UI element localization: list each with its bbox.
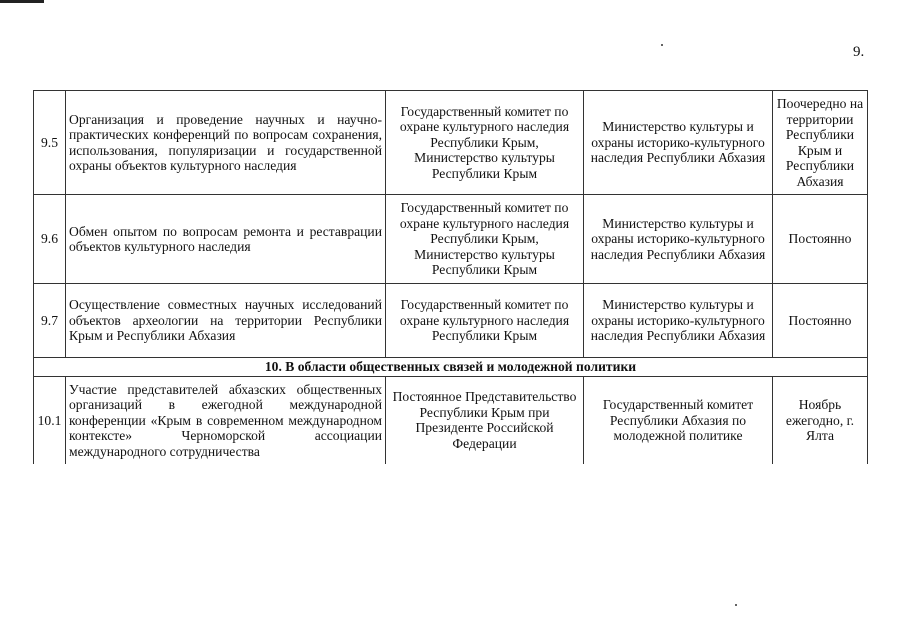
term: Постоянно (773, 195, 868, 284)
executor-crimea: Постоянное Представительство Республики Крым при Президенте Российской Федерации (386, 376, 584, 464)
executor-crimea: Государственный комитет по охране культурного наследия Республики Крым (386, 284, 584, 358)
measures-table (33, 90, 868, 464)
measure-description: Организация и проведение научных и научно-практических конференций по вопросам сохранения, использования, популяризации и государственной охраны объектов культурного наследия (66, 91, 386, 195)
scan-speck (661, 44, 663, 46)
section-title: 10. В области общественных связей и молодежной политики (34, 358, 868, 377)
executor-abkhazia: Государственный комитет Республики Абхазия по молодежной политике (584, 376, 773, 464)
table-row (34, 284, 868, 358)
scan-edge-mark (0, 0, 44, 3)
scan-speck (735, 604, 737, 606)
term: Постоянно (773, 284, 868, 358)
row-number: 9.7 (34, 284, 66, 358)
section-row (34, 358, 868, 377)
executor-abkhazia: Министерство культуры и охраны историко-культурного наследия Республики Абхазия (584, 91, 773, 195)
executor-abkhazia: Министерство культуры и охраны историко-культурного наследия Республики Абхазия (584, 284, 773, 358)
page-number: 9. (853, 44, 865, 60)
term: Поочередно на территории Республики Крым и Республики Абхазия (773, 91, 868, 195)
executor-crimea: Государственный комитет по охране культурного наследия Республики Крым, Министерство культуры Республики Крым (386, 195, 584, 284)
table-row (34, 91, 868, 195)
term: Ноябрь ежегодно, г. Ялта (773, 376, 868, 464)
table-row (34, 195, 868, 284)
table-row (34, 376, 868, 464)
row-number: 9.5 (34, 91, 66, 195)
measure-description: Участие представителей абхазских общественных организаций в ежегодной международной конференции «Крым в современном международном контексте» Черноморской ассоциации международного сотрудничества (66, 376, 386, 464)
executor-crimea: Государственный комитет по охране культурного наследия Республики Крым, Министерство культуры Республики Крым (386, 91, 584, 195)
measure-description: Осуществление совместных научных исследований объектов археологии на территории Республики Крым и Республики Абхазия (66, 284, 386, 358)
row-number: 10.1 (34, 376, 66, 464)
measure-description: Обмен опытом по вопросам ремонта и реставрации объектов культурного наследия (66, 195, 386, 284)
row-number: 9.6 (34, 195, 66, 284)
executor-abkhazia: Министерство культуры и охраны историко-культурного наследия Республики Абхазия (584, 195, 773, 284)
